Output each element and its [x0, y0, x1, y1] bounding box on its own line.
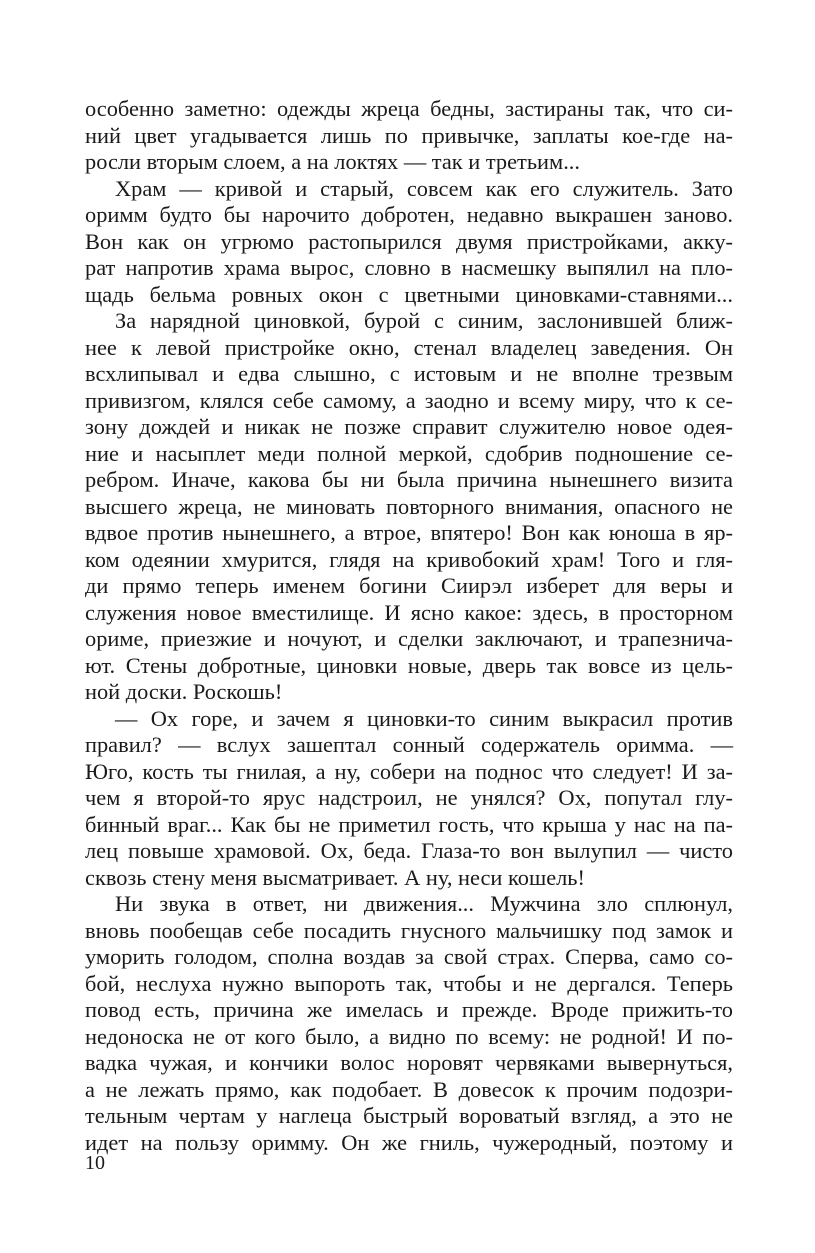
text-line: ют. Стены добротные, циновки новые, дверь так вовсе из цель- — [85, 652, 733, 678]
text-line: росли вторым слоем, а на локтях — так и третьим... — [85, 149, 580, 174]
text-line: ний цвет угадывается лишь по привычке, заплаты кое-где на- — [85, 122, 733, 148]
text-line: чем я второй-то ярус надстроил, не унялся? Ох, попутал глу- — [85, 785, 733, 810]
text-line: ориме, приезжие и ночуют, и сделки заключают, и трапезнича- — [85, 626, 733, 651]
text-line: недоноска не от кого было, а видно по всему: не родной! И по- — [85, 1023, 733, 1049]
page-body — [85, 96, 733, 1156]
text-line: Храм — кривой и старый, совсем как его служитель. Зато — [115, 175, 733, 201]
text-line: служения новое вместилище. И ясно какое: здесь, в просторном — [85, 599, 733, 625]
paragraph — [85, 176, 733, 309]
text-line: уморить голодом, сполна воздав за свой страх. Сперва, само со- — [85, 944, 733, 969]
text-line: а не лежать прямо, как подобает. В довесок к прочим подозри- — [85, 1076, 733, 1102]
text-line: ком одеянии хмурится, глядя на кривобокий храм! Того и гля- — [85, 546, 733, 572]
text-line: вновь пообещав себе посадить гнусного мальчишку под замок и — [85, 917, 733, 943]
text-line: высшего жреца, не миновать повторного внимания, опасного не — [85, 493, 733, 519]
text-line: лец повыше храмовой. Ох, беда. Глаза-то вон вылупил — чисто — [85, 838, 733, 863]
text-line: идет на пользу оримму. Он же гниль, чужеродный, поэтому и — [85, 1129, 733, 1155]
text-line: рат напротив храма вырос, словно в насмешку выпялил на пло- — [85, 255, 733, 280]
text-line: всхлипывал и едва слышно, с истовым и не вполне трезвым — [85, 361, 733, 386]
text-line: ди прямо теперь именем богини Сиирэл изберет для веры и — [85, 573, 733, 598]
text-line: бинный враг... Как бы не приметил гость, что крыша у нас на па- — [85, 811, 733, 837]
text-line: ной доски. Роскошь! — [85, 679, 283, 704]
paragraph — [85, 308, 733, 706]
text-line: ние и насыплет меди полной меркой, сдобрив подношение се- — [85, 440, 733, 466]
text-line: правил? — вслух зашептал сонный содержатель оримма. — — [85, 732, 733, 757]
page-number: 10 — [85, 1152, 105, 1174]
text-line: особенно заметно: одежды жреца бедны, застираны так, что си- — [85, 96, 733, 121]
text-line: щадь бельма ровных окон с цветными циновками-ставнями... — [85, 281, 733, 307]
text-line: вдвое против нынешнего, а втрое, впятеро! Вон как юноша в яр- — [85, 520, 733, 545]
paragraph — [85, 891, 733, 1156]
text-line: ребром. Иначе, какова бы ни была причина нынешнего визита — [85, 467, 733, 492]
text-line: За нарядной циновкой, бурой с синим, заслонившей ближ- — [115, 308, 733, 333]
text-line: Юго, кость ты гнилая, а ну, собери на поднос что следует! И за- — [85, 758, 733, 784]
text-line: оримм будто бы нарочито добротен, недавно выкрашен заново. — [85, 202, 733, 227]
text-line: повод есть, причина же имелась и прежде. Вроде прижить-то — [85, 997, 733, 1022]
text-line: вадка чужая, и кончики волос норовят червяками вывернуться, — [85, 1050, 733, 1075]
text-line: — Ох горе, и зачем я циновки-то синим выкрасил против — [115, 705, 733, 731]
paragraph — [85, 96, 733, 176]
text-line: сквозь стену меня высматривает. А ну, неси кошель! — [85, 864, 585, 890]
text-line: бой, неслуха нужно выпороть так, чтобы и не дергался. Теперь — [85, 970, 733, 996]
text-line: тельным чертам у наглеца быстрый вороватый взгляд, а это не — [85, 1103, 733, 1128]
text-line: зону дождей и никак не позже справит служителю новое одея- — [85, 414, 733, 439]
paragraph — [85, 706, 733, 892]
text-line: Вон как он угрюмо растопырился двумя пристройками, акку- — [85, 228, 733, 254]
text-line: Ни звука в ответ, ни движения... Мужчина зло сплюнул, — [115, 891, 733, 916]
text-line: привизгом, клялся себе самому, а заодно и всему миру, что к се- — [85, 387, 733, 413]
text-line: нее к левой пристройке окно, стенал владелец заведения. Он — [85, 334, 733, 360]
